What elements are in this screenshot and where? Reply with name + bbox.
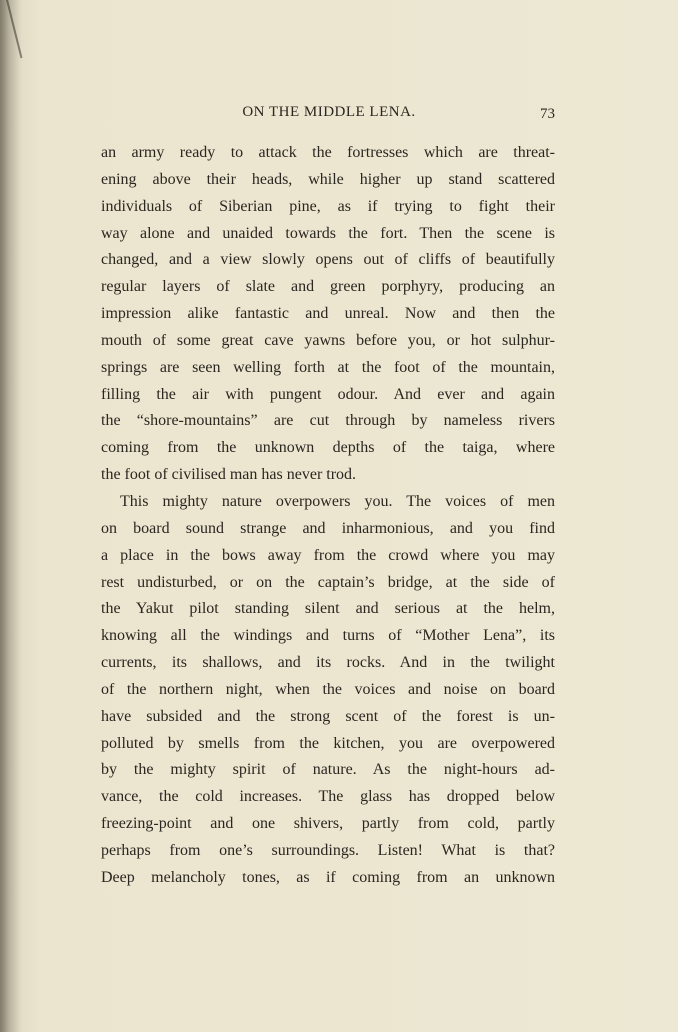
text-line: rest undisturbed, or on the captain’s bridge, at the side of [101,573,555,591]
text-line: ening above their heads, while higher up stand scattered [101,170,555,188]
text-line: changed, and a view slowly opens out of cliffs of beautifully [101,251,555,269]
text-line: have subsided and the strong scent of the forest is un- [101,707,555,725]
text-line: by the mighty spirit of nature. As the night-hours ad- [101,761,555,779]
text-line: This mighty nature overpowers you. The voices of men [120,492,555,510]
page-number: 73 [540,106,555,122]
text-line: perhaps from one’s surroundings. Listen! What is that? [101,841,555,859]
text-line: the foot of civilised man has never trod. [101,466,357,484]
text-line: polluted by smells from the kitchen, you are overpowered [101,734,555,752]
text-line: knowing all the windings and turns of “Mother Lena”, its [101,627,555,645]
text-line: regular layers of slate and green porphyry, producing an [101,278,555,296]
body-text [101,140,555,892]
text-line: springs are seen welling forth at the foot of the mountain, [101,358,555,376]
text-line: impression alike fantastic and unreal. Now and then the [101,305,555,323]
text-line: vance, the cold increases. The glass has dropped below [101,788,555,806]
text-line: mouth of some great cave yawns before you, or hot sulphur- [101,331,555,349]
text-line: a place in the bows away from the crowd where you may [101,546,555,564]
text-line: of the northern night, when the voices and noise on board [101,680,555,698]
text-line: filling the air with pungent odour. And ever and again [101,385,555,403]
text-line: currents, its shallows, and its rocks. And in the twilight [101,654,555,672]
text-line: the “shore-mountains” are cut through by nameless rivers [101,412,555,430]
text-line: freezing-point and one shivers, partly from cold, partly [101,815,555,833]
text-line: individuals of Siberian pine, as if trying to fight their [101,197,555,215]
running-head [100,102,558,126]
text-line: the Yakut pilot standing silent and serious at the helm, [101,600,555,618]
text-line: an army ready to attack the fortresses which are threat- [101,144,555,161]
text-line: Deep melancholy tones, as if coming from an unknown [101,868,555,886]
text-line: on board sound strange and inharmonious, and you find [101,519,555,537]
gutter-shadow [0,0,22,1032]
text-line: way alone and unaided towards the fort. Then the scene is [101,224,555,242]
running-title: ON THE MIDDLE LENA. [242,104,416,120]
text-line: coming from the unknown depths of the taiga, where [101,439,555,457]
